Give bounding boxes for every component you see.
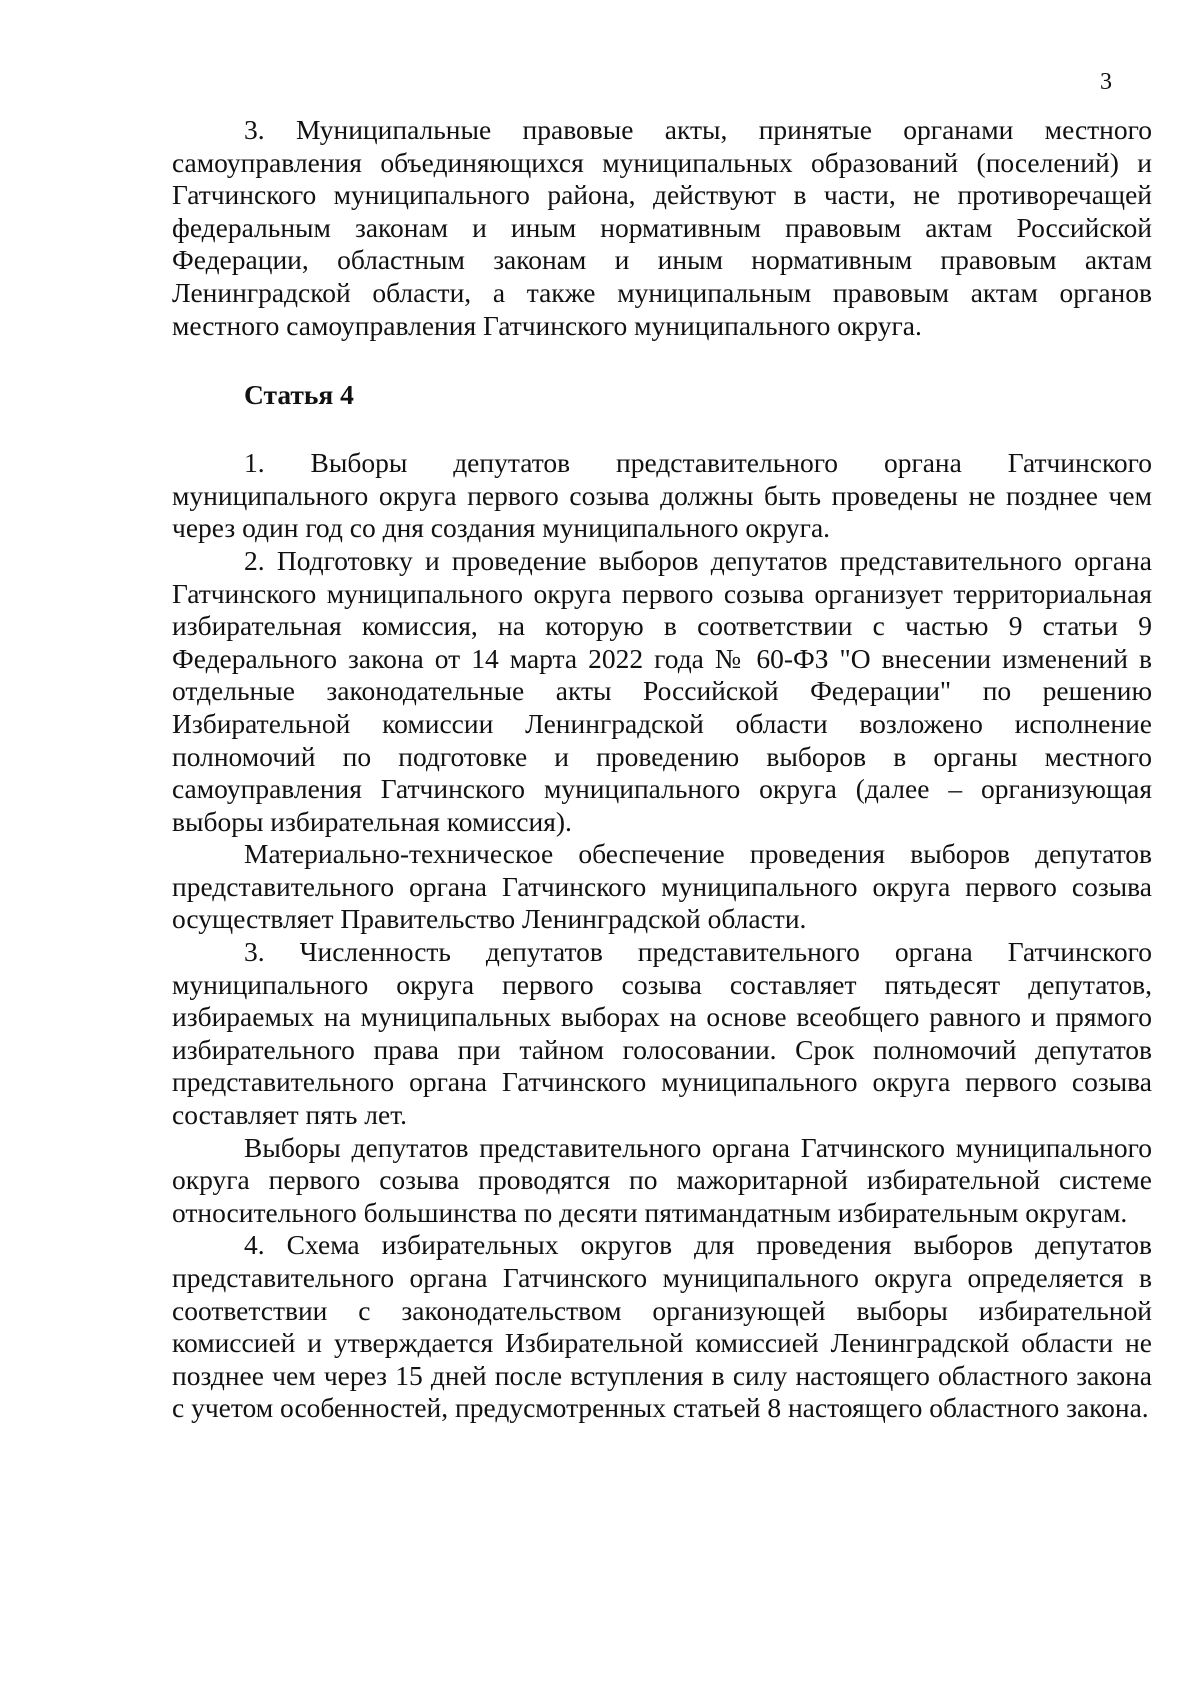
article4-paragraph-2-financing: Материально-техническое обеспечение проведения выборов депутатов представительного органа Гатчинского муниципального округа первого созыва осуществляет Правительство Ленинградской области. (172, 838, 1152, 935)
article4-paragraph-4: 4. Схема избирательных округов для проведения выборов депутатов представительного органа Гатчинского муниципального округа определяется в соответствии с законодательством организующей выборы избирательной комиссией и утверждается Избирательной комиссией Ленинградской области не позднее чем через 15 дней после вступления в силу настоящего областного закона с учетом особенностей, предусмотренных статьей 8 настоящего областного закона. (172, 1229, 1152, 1424)
article4-paragraph-2: 2. Подготовку и проведение выборов депутатов представительного органа Гатчинского муниципального округа первого созыва организует территориальная избирательная комиссия, на которую в соответствии с частью 9 статьи 9 Федерального закона от 14 марта 2022 года № 60-ФЗ "О внесении изменений в отдельные законодательные акты Российской Федерации" по решению Избирательной комиссии Ленинградской области возложено исполнение полномочий по подготовке и проведению выборов в органы местного самоуправления Гатчинского муниципального округа (далее – организующая выборы избирательная комиссия). (172, 544, 1152, 837)
article4-heading: Статья 4 (244, 379, 354, 411)
article4-paragraph-3-electoral-system: Выборы депутатов представительного органа Гатчинского муниципального округа первого созыва проводятся по мажоритарной избирательной системе относительного большинства по десяти пятимандатным избирательным округам. (172, 1131, 1152, 1228)
article4-paragraph-3: 3. Численность депутатов представительного органа Гатчинского муниципального округа первого созыва составляет пятьдесят депутатов, избираемых на муниципальных выборах на основе всеобщего равного и прямого избирательного права при тайном голосовании. Срок полномочий депутатов представительного органа Гатчинского муниципального округа первого созыва составляет пять лет. (172, 936, 1152, 1131)
article3-paragraph-3: 3. Муниципальные правовые акты, принятые органами местного самоуправления объединяющихся муниципальных образований (поселений) и Гатчинского муниципального района, действуют в части, не противоречащей федеральным законам и иным нормативным правовым актам Российской Федерации, областным законам и иным нормативным правовым актам Ленинградской области, а также муниципальным правовым актам органов местного самоуправления Гатчинского муниципального округа. (172, 114, 1152, 341)
document-body (172, 114, 1152, 1425)
article4-paragraph-1: 1. Выборы депутатов представительного органа Гатчинского муниципального округа первого созыва должны быть проведены не позднее чем через один год со дня создания муниципального округа. (172, 447, 1152, 544)
page-number: 3 (1100, 69, 1112, 95)
